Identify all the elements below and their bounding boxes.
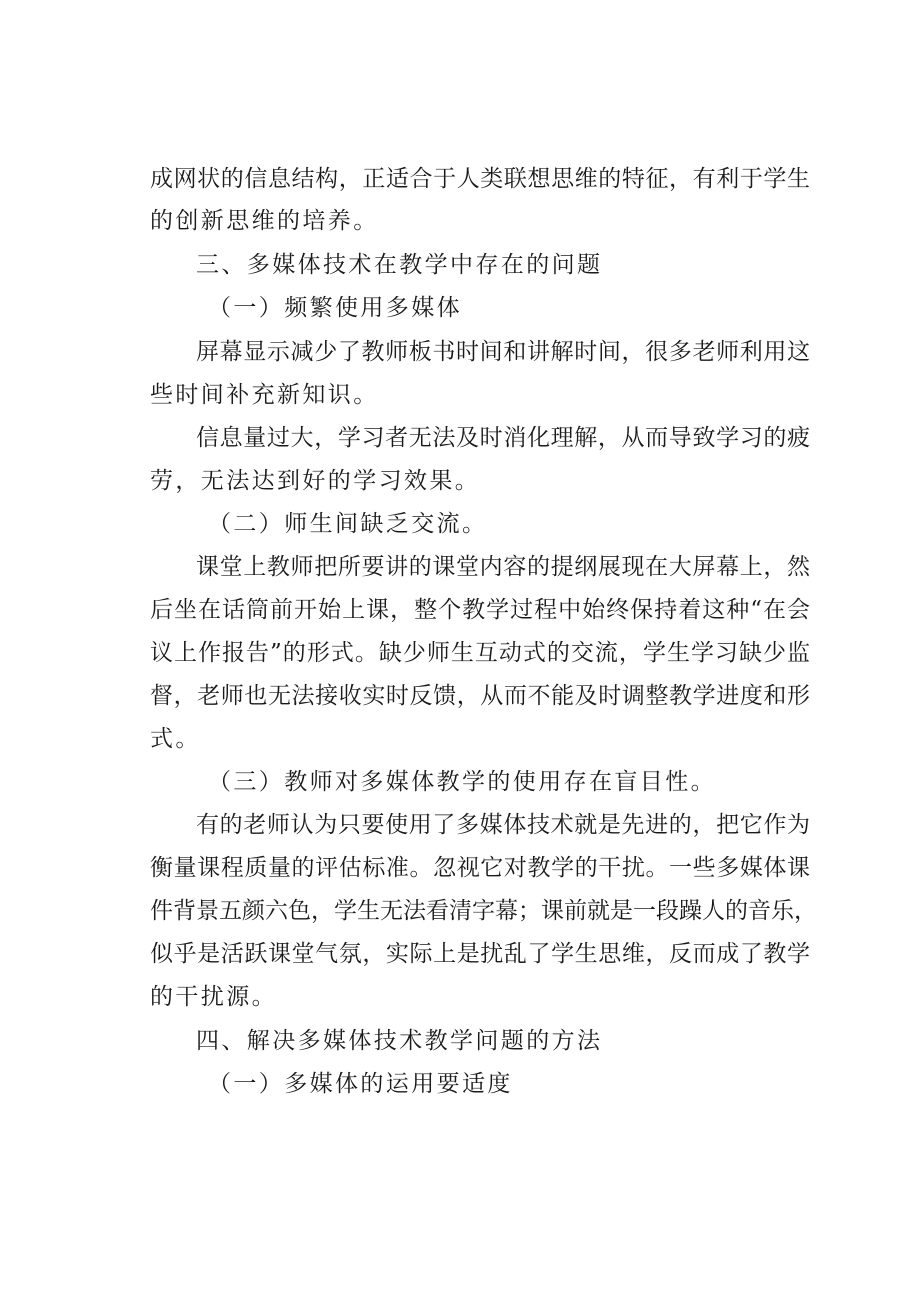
subsection-heading: （一）多媒体的运用要适度 (208, 1071, 513, 1097)
paragraph-line: 衡量课程质量的评估标准。忽视它对教学的干扰。一些多媒体课 (150, 855, 810, 881)
paragraph-line: 有的老师认为只要使用了多媒体技术就是先进的，把它作为 (196, 812, 810, 838)
paragraph-line: 屏幕显示减少了教师板书时间和讲解时间，很多老师利用这 (196, 339, 810, 365)
paragraph-line: 议上作报告”的形式。缺少师生互动式的交流，学生学习缺少监 (150, 640, 810, 666)
paragraph-line: 些时间补充新知识。 (150, 382, 379, 408)
paragraph-line: 课堂上教师把所要讲的课堂内容的提纲展现在大屏幕上，然 (196, 554, 810, 580)
paragraph-line: 后坐在话筒前开始上课，整个教学过程中始终保持着这种“在会 (150, 597, 810, 623)
subsection-heading: （一）频繁使用多媒体 (208, 295, 462, 321)
paragraph-line: 信息量过大，学习者无法及时消化理解，从而导致学习的疲 (196, 425, 810, 451)
paragraph-line: 劳，无法达到好的学习效果。 (150, 468, 481, 494)
paragraph-line: 件背景五颜六色，学生无法看清字幕；课前就是一段躁人的音乐， (150, 898, 817, 924)
subsection-heading: （三）教师对多媒体教学的使用存在盲目性。 (208, 769, 716, 795)
section-heading: 四、解决多媒体技术教学问题的方法 (196, 1028, 603, 1054)
section-heading: 三、多媒体技术在教学中存在的问题 (196, 252, 603, 278)
paragraph-line: 的干扰源。 (150, 984, 277, 1010)
paragraph-line: 式。 (150, 726, 201, 752)
paragraph-line: 督，老师也无法接收实时反馈，从而不能及时调整教学进度和形 (150, 683, 810, 709)
subsection-heading: （二）师生间缺乏交流。 (208, 511, 488, 537)
paragraph-line: 成网状的信息结构，正适合于人类联想思维的特征，有利于学生 (150, 166, 810, 192)
paragraph-line: 似乎是活跃课堂气氛，实际上是扰乱了学生思维，反而成了教学 (150, 941, 810, 967)
paragraph-line: 的创新思维的培养。 (150, 208, 379, 234)
